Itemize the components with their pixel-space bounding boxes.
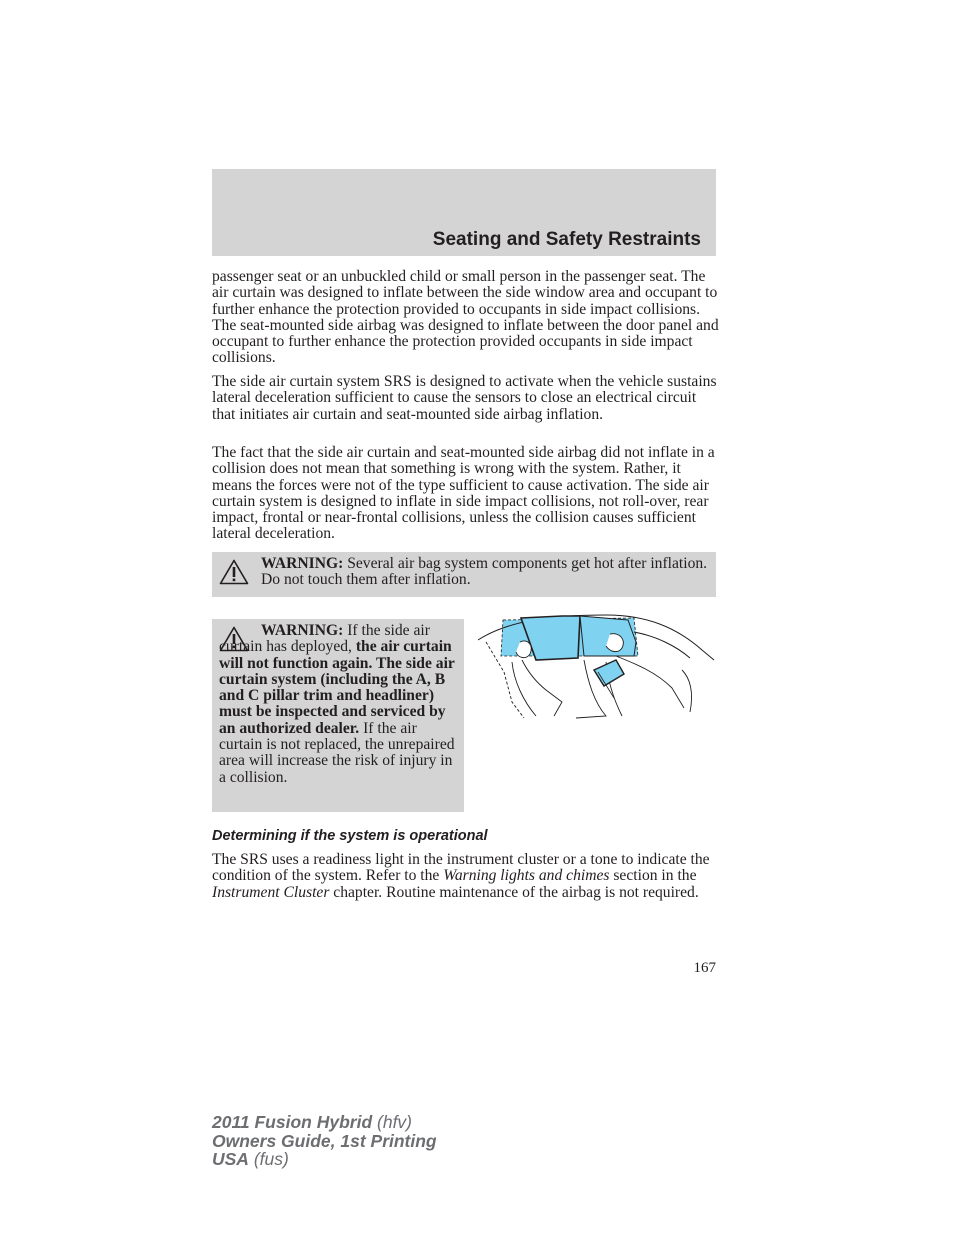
footer-printing: Owners Guide, 1st Printing (212, 1130, 437, 1151)
warning-label: WARNING: (261, 622, 344, 639)
warning-2-text (219, 623, 461, 786)
section-text-b: section in the (609, 867, 697, 885)
warning-2-emphasis: the air curtain will not function again. The side air curtain system (including the A, B and C pillar trim and headliner) must be inspected and serviced by an authorized dealer. (219, 638, 455, 737)
footer-line-1 (212, 1113, 437, 1132)
footer-market-code: (fus) (248, 1149, 289, 1169)
paragraph-2: The side air curtain system SRS is designed to activate when the vehicle sustains lateral deceleration sufficient to cause the sensors to close an electrical circuit that initiates air curtain and seat-mounted side airbag inflation. (212, 373, 717, 423)
page-number: 167 (693, 960, 716, 976)
footer-market: USA (212, 1149, 249, 1169)
section-ref-instrument-cluster: Instrument Cluster (212, 883, 330, 901)
warning-label: WARNING: (261, 555, 344, 572)
footer-model: 2011 Fusion Hybrid (212, 1112, 373, 1132)
section-text-c: chapter. Routine maintenance of the airbag is not required. (329, 883, 699, 901)
side-airbag-illustration (476, 612, 718, 722)
footer-model-code: (hfv) (372, 1112, 413, 1132)
header-band (212, 169, 716, 256)
warning-2-intro: If the side air curtain has deployed, (219, 622, 430, 656)
paragraph-3: The fact that the side air curtain and seat-mounted side airbag did not inflate in a collision does not mean that something is wrong with the system. Rather, it means the forces were not of the type sufficient to cause activation. The side air curtain system is designed to inflate in side impact collisions, not roll-over, rear impact, frontal or near-frontal collisions, unless the collision causes sufficient lateral deceleration. (212, 444, 715, 543)
footer-line-2 (212, 1132, 437, 1151)
warning-triangle-icon (219, 559, 249, 585)
footer-line-3 (212, 1150, 437, 1169)
paragraph-1: passenger seat or an unbuckled child or small person in the passenger seat. The air curtain was designed to inflate between the side window area and occupant to further enhance the protection provided to occupants in side impact collisions. The seat-mounted side airbag was designed to inflate between the door panel and occupant to further enhance the protection provided occupants in side impact collisions. (212, 268, 719, 367)
section-paragraph (212, 852, 722, 901)
warning-box-air-curtain (212, 619, 464, 812)
warning-1-text (261, 556, 709, 589)
page-title: Seating and Safety Restraints (432, 229, 701, 250)
section-text-a: The SRS uses a readiness light in the instrument cluster or a tone to indicate the condition of the system. Refer to the (212, 851, 710, 885)
warning-1-body: Several air bag system components get hot after inflation. Do not touch them after inflation. (261, 555, 708, 589)
warning-2-outro: If the air curtain is not replaced, the unrepaired area will increase the risk of injury in a collision. (219, 719, 455, 786)
footer (212, 1113, 437, 1169)
section-heading: Determining if the system is operational (212, 828, 488, 844)
section-ref-warning-lights: Warning lights and chimes (443, 867, 610, 885)
warning-box-hot-components (212, 552, 716, 597)
